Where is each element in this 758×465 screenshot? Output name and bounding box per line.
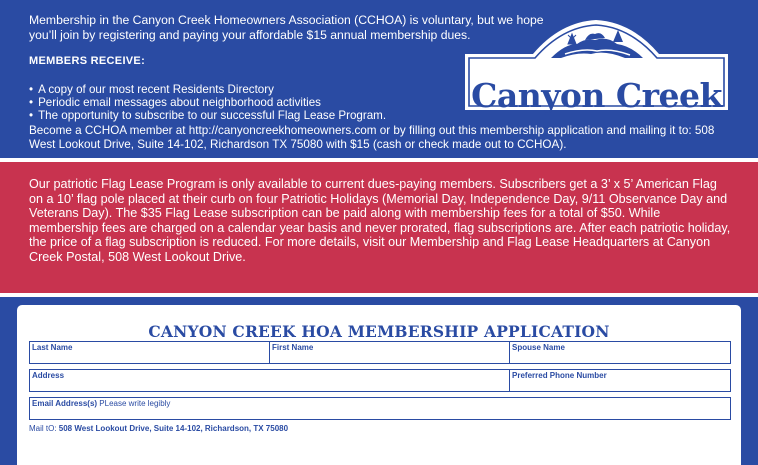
last-name-field[interactable] (30, 342, 270, 363)
logo-text: Canyon Creek (471, 76, 722, 115)
email-note: PLease write legibly (97, 399, 171, 408)
benefits-list (29, 83, 386, 123)
email-field[interactable] (30, 398, 730, 419)
form-title: CANYON CREEK HOA MEMBERSHIP APPLICATION (148, 322, 610, 341)
phone-label: Preferred Phone Number (512, 371, 607, 380)
address-field[interactable] (30, 370, 510, 391)
benefit-item: • Periodic email messages about neighborhood activities (29, 96, 386, 109)
email-row (29, 397, 731, 420)
flag-program-text: Our patriotic Flag Lease Program is only available to current dues-paying members. Subscribers get a 3’ x 5’ American Flag on a 10’ flag pole placed at their curb on four Patriotic Holidays (Memorial Day, Independence Day, 9/11 Observance Day and Veterans Day). The $35 Flag Lease subscription can be paid along with membership fees for a total of $50. While membership fees are charged on a calendar year basis and never prorated, flag subscriptions are. After each patriotic holiday, the price of a flag subscription is reduced. For more details, visit our Membership and Flag Lease Headquarters at Canyon Creek Postal, 508 West Lookout Drive. (29, 177, 731, 264)
membership-application-form (17, 305, 741, 465)
name-row (29, 341, 731, 364)
first-name-field[interactable] (270, 342, 510, 363)
email-label-text: Email Address(s) (32, 399, 98, 408)
first-name-label: First Name (272, 343, 314, 352)
benefit-item: • The opportunity to subscribe to our successful Flag Lease Program. (29, 109, 386, 122)
benefits-heading: MEMBERS RECEIVE: (29, 55, 146, 67)
address-label: Address (32, 371, 65, 380)
last-name-label: Last Name (32, 343, 73, 352)
intro-text: Membership in the Canyon Creek Homeowners Association (CCHOA) is voluntary, but we hope you’ll join by registering and paying your affordable $15 annual membership dues. (29, 13, 544, 42)
address-row (29, 369, 731, 392)
mail-to-line (29, 424, 288, 433)
join-instructions: Become a CCHOA member at http://canyoncreekhomeowners.com or by filling out this membership application and mailing it to: 508 West Lookout Drive, Suite 14-102, Richardson TX 75080 with $15 (cash or check made out to CCHOA). (29, 124, 715, 152)
spouse-name-field[interactable] (510, 342, 730, 363)
email-label (32, 399, 170, 408)
phone-field[interactable] (510, 370, 730, 391)
flag-program-section (0, 162, 758, 293)
membership-info-section (0, 0, 758, 158)
benefit-item: • A copy of our most recent Residents Directory (29, 83, 386, 96)
spouse-name-label: Spouse Name (512, 343, 565, 352)
mail-prefix: Mail tO: (29, 424, 59, 433)
canyon-creek-logo (465, 14, 728, 115)
mail-address: 508 West Lookout Drive, Suite 14-102, Richardson, TX 75080 (58, 424, 289, 433)
